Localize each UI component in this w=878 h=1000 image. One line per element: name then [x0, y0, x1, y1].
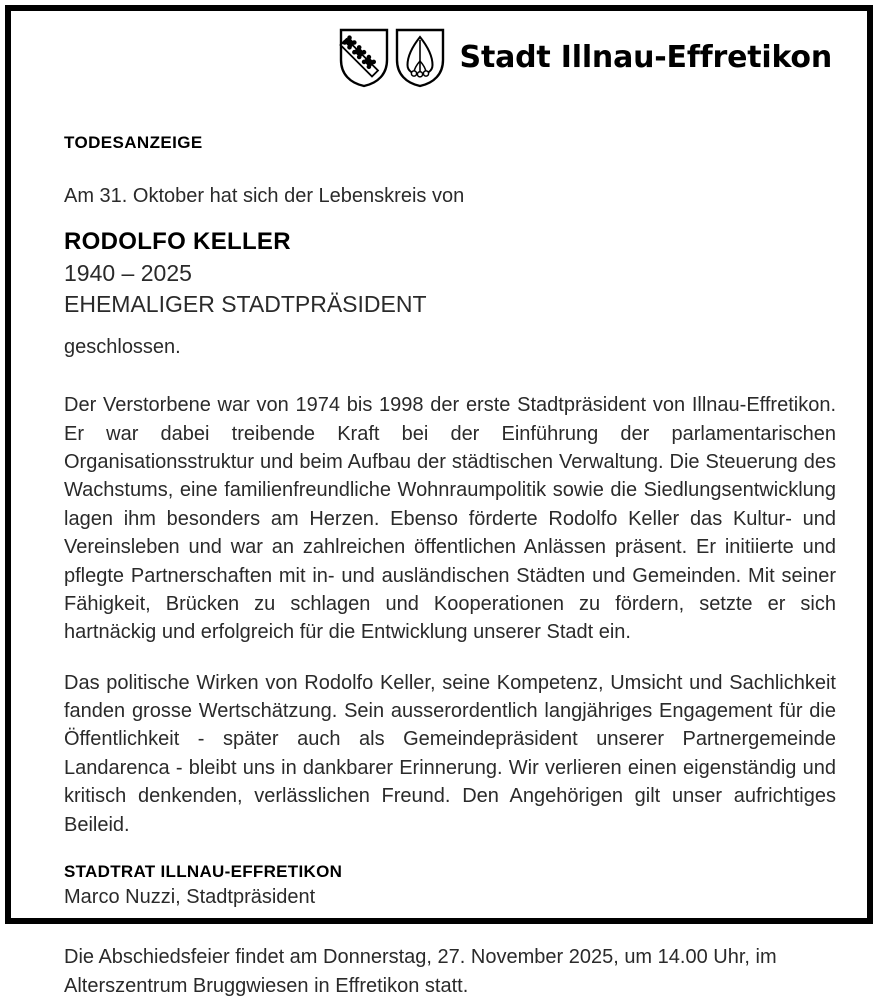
city-wordmark: Stadt Illnau-Effretikon [459, 40, 832, 75]
coat-of-arms-illnau [338, 27, 390, 89]
notice-inner [58, 11, 836, 997]
signature-organisation: STADTRAT ILLNAU-EFFRETIKON [64, 862, 343, 882]
notice-closing-word: geschlossen. [64, 336, 181, 359]
funeral-information: Die Abschiedsfeier findet am Donnerstag, 27. November 2025, um 14.00 Uhr, im Alterszentrum Bruggwiesen in Effretikon statt. [64, 946, 777, 997]
signature-person: Marco Nuzzi, Stadtpräsident [64, 886, 316, 909]
city-logo [338, 27, 832, 89]
notice-paragraph: Das politische Wirken von Rodolfo Keller, seine Kompetenz, Umsicht und Sachlichkeit fanden grosse Wertschätzung. Sein ausserordentlich langjähriges Engagement für die Öffentlichkeit - später auch als Gemeindepräsident unserer Partnergemeinde Landarenca - bleibt uns in dankbarer Erinnerung. Wir verlieren einen eigenständig und kritisch denkenden, verlässlichen Freund. Den Angehörigen gilt unser aufrichtiges Beileid. [64, 671, 836, 836]
signature-block [64, 861, 836, 911]
notice-content [64, 133, 836, 1000]
notice-paragraph: Der Verstorbene war von 1974 bis 1998 der erste Stadtpräsident von Illnau-Effretikon. Er war dabei treibende Kraft bei der Einführung der parlamentarischen Organisationsstruktur und beim Aufbau der städtischen Verwaltung. Die Steuerung des Wachstums, eine familienfreundliche Wohnraumpolitik sowie die Siedlungsentwicklung lagen ihm besonders am Herzen. Ebenso förderte Rodolfo Keller das Kultur- und Vereinsleben und war an zahlreichen öffentlichen Anlässen präsent. Er initiierte und pflegte Partnerschaften mit in- und ausländischen Städten und Gemeinden. Mit seiner Fähigkeit, Brücken zu schlagen und Kooperationen zu fördern, setzte er sich hartnäckig und erfolgreich für die Entwicklung unserer Stadt ein. [64, 394, 836, 644]
notice-lead: Am 31. Oktober hat sich der Lebenskreis von [64, 185, 465, 208]
deceased-name: RODOLFO KELLER [64, 228, 291, 256]
death-notice-card [5, 5, 873, 997]
coat-of-arms-effretikon [394, 27, 446, 89]
notice-kicker: TODESANZEIGE [64, 133, 203, 152]
coat-of-arms-group [338, 27, 446, 89]
deceased-years: 1940 – 2025 [64, 260, 192, 287]
deceased-role: EHEMALIGER STADTPRÄSIDENT [64, 291, 427, 318]
